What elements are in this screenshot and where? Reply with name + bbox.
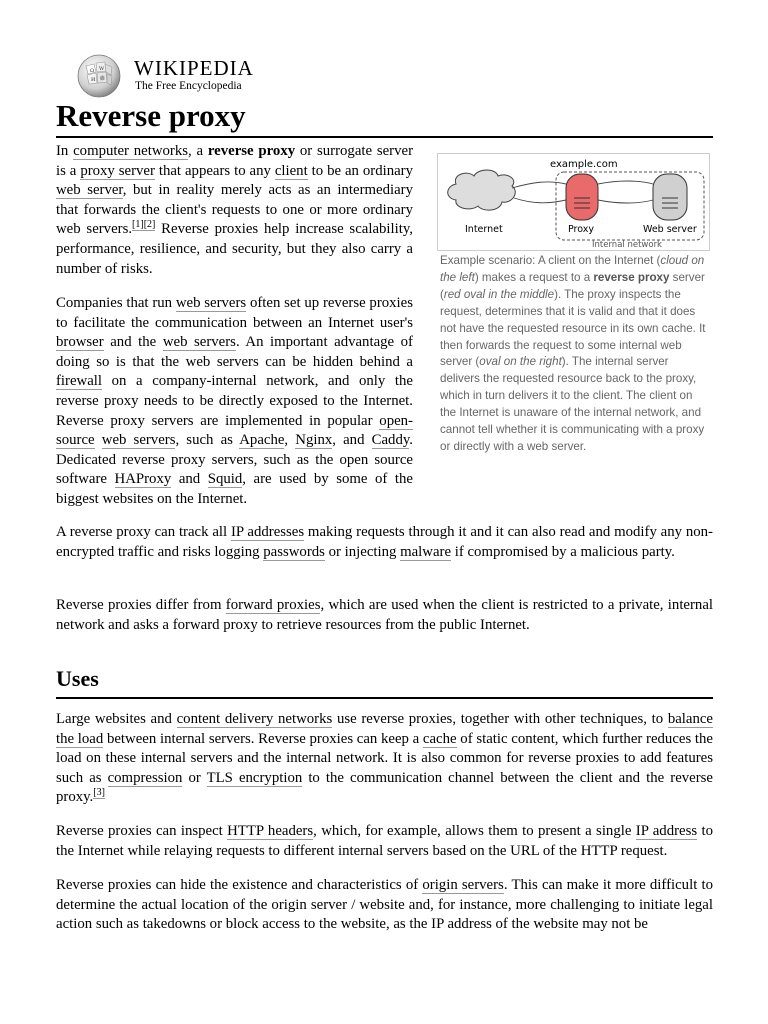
internet-cloud-icon — [448, 170, 516, 210]
uses-paragraph-2: Reverse proxies can inspect HTTP headers, which, for example, allows them to present a single IP address to the Internet while relaying requests to different internal servers based on the URL of the HTTP request. — [56, 823, 713, 859]
tagline: The Free Encyclopedia — [135, 80, 242, 92]
term-reverse-proxy: reverse proxy — [207, 143, 296, 159]
intro-paragraph-4: Reverse proxies differ from forward proxies, which are used when the client is restricted to a private, internal network and asks a forward proxy to retrieve resources from the public Internet. — [56, 597, 713, 633]
link-computer-networks[interactable]: computer networks — [73, 143, 189, 159]
link-web-servers-3[interactable]: web servers — [101, 432, 176, 449]
link-http-headers[interactable]: HTTP headers — [227, 823, 314, 839]
figure-caption: Example scenario: A client on the Internet (cloud on the left) makes a request to a reverse proxy server (red oval in the middle). The proxy inspects the request, determines that it is valid and that it does not have the requested resource in its own cache. It then forwards the request to some internal web server (oval on the right). The internal server delivers the requested resource back to the proxy, which in turn delivers it to the client. The client on the Internet is unaware of the internal network, and cannot tell whether it is communicating with a proxy or directly with a web server. — [440, 254, 706, 453]
link-content-delivery-networks[interactable]: content delivery networks — [176, 711, 333, 727]
link-compression[interactable]: compression — [107, 769, 183, 786]
link-haproxy[interactable]: HAProxy — [114, 471, 172, 488]
diagram-domain-label: example.com — [550, 159, 618, 170]
link-forward-proxies[interactable]: forward proxies — [225, 597, 321, 613]
page-title: Reverse proxy — [56, 98, 246, 133]
link-client[interactable]: client — [274, 162, 308, 179]
link-web-servers-2[interactable]: web servers — [162, 334, 236, 351]
link-nginx[interactable]: Nginx — [295, 432, 333, 449]
diagram-proxy-label: Proxy — [568, 224, 595, 235]
link-apache[interactable]: Apache — [239, 432, 285, 449]
web-server-icon — [653, 174, 687, 220]
reference-3[interactable]: [3] — [93, 787, 105, 799]
diagram-svg — [438, 154, 709, 250]
uses-paragraph-3: Reverse proxies can hide the existence and characteristics of origin servers. This can make it more difficult to determine the actual location of the origin server / website and, for instance, more challenging to initiate legal action such as takedowns or block access to the website, as the IP address of the website may not be — [56, 877, 714, 933]
diagram-internet-label: Internet — [465, 224, 503, 235]
link-tls-encryption[interactable]: TLS encryption — [206, 769, 303, 786]
uses-divider — [56, 697, 713, 699]
section-heading-uses: Uses — [56, 666, 99, 691]
link-caddy[interactable]: Caddy — [371, 432, 410, 449]
link-open-source[interactable]: open-source — [56, 412, 413, 449]
intro-paragraph-3: A reverse proxy can track all IP addresses making requests through it and it can also read and modify any non-encrypted traffic and risks logging passwords or injecting malware if compromised by a malicious party. — [56, 524, 713, 560]
link-ip-address[interactable]: IP address — [635, 823, 698, 839]
link-squid[interactable]: Squid — [207, 471, 243, 488]
wikipedia-globe-icon — [74, 52, 124, 98]
intro-paragraph-1: In computer networks, a reverse proxy or surrogate server is a proxy server that appears to any client to be an ordinary web server, but in reality merely acts as an intermediary that forwards the client's requests to one or more ordinary web servers.[1][2] Reverse proxies help increase scalability, performance, resilience, and security, but they also carry a number of risks. — [56, 143, 414, 277]
link-passwords[interactable]: passwords — [263, 543, 325, 560]
link-browser[interactable]: browser — [56, 334, 104, 351]
link-balance-the-load[interactable]: balance the load — [56, 711, 713, 747]
link-firewall[interactable]: firewall — [56, 373, 103, 390]
reverse-proxy-diagram[interactable] — [437, 153, 710, 251]
svg-text:И: И — [91, 77, 96, 83]
link-malware[interactable]: malware — [400, 543, 452, 560]
proxy-server-icon — [566, 174, 598, 220]
diagram-network-label: Internal network — [592, 240, 662, 250]
reference-2[interactable]: [2] — [143, 219, 156, 231]
link-cache[interactable]: cache — [422, 730, 457, 747]
wordmark: WIKIPEDIA — [134, 56, 254, 80]
link-proxy-server[interactable]: proxy server — [80, 162, 155, 179]
diagram-webserver-label: Web server — [643, 224, 697, 235]
reference-1[interactable]: [1] — [132, 219, 144, 231]
link-web-server[interactable]: web server — [56, 182, 123, 199]
title-divider — [56, 136, 713, 138]
link-origin-servers[interactable]: origin servers — [422, 877, 504, 893]
link-ip-addresses[interactable]: IP addresses — [230, 524, 305, 540]
link-web-servers[interactable]: web servers — [175, 295, 247, 311]
svg-text:Ω: Ω — [90, 68, 95, 74]
intro-paragraph-2: Companies that run web servers often set up reverse proxies to facilitate the communication between an Internet user's browser and the web servers. An important advantage of doing so is that the web servers can be hidden behind a firewall on a company-internal network, and only the reverse proxy needs to be directly exposed to the Internet. Reverse proxy servers are implemented in popular open-source web servers, such as Apache, Nginx, and Caddy. Dedicated reverse proxy servers, such as the open source software HAProxy and Squid, are used by some of the biggest websites on the Internet. — [56, 295, 413, 507]
uses-paragraph-1: Large websites and content delivery networks use reverse proxies, together with other techniques, to balance the load between internal servers. Reverse proxies can keep a cache of static content, which further reduces the load on these internal servers and the internal network. It is also common for reverse proxies to add features such as compression or TLS encryption to the communication channel between the client and the reverse proxy.[3] — [56, 711, 713, 806]
wikipedia-logo[interactable] — [74, 52, 254, 96]
svg-text:維: 維 — [100, 76, 106, 82]
svg-text:W: W — [99, 66, 105, 72]
